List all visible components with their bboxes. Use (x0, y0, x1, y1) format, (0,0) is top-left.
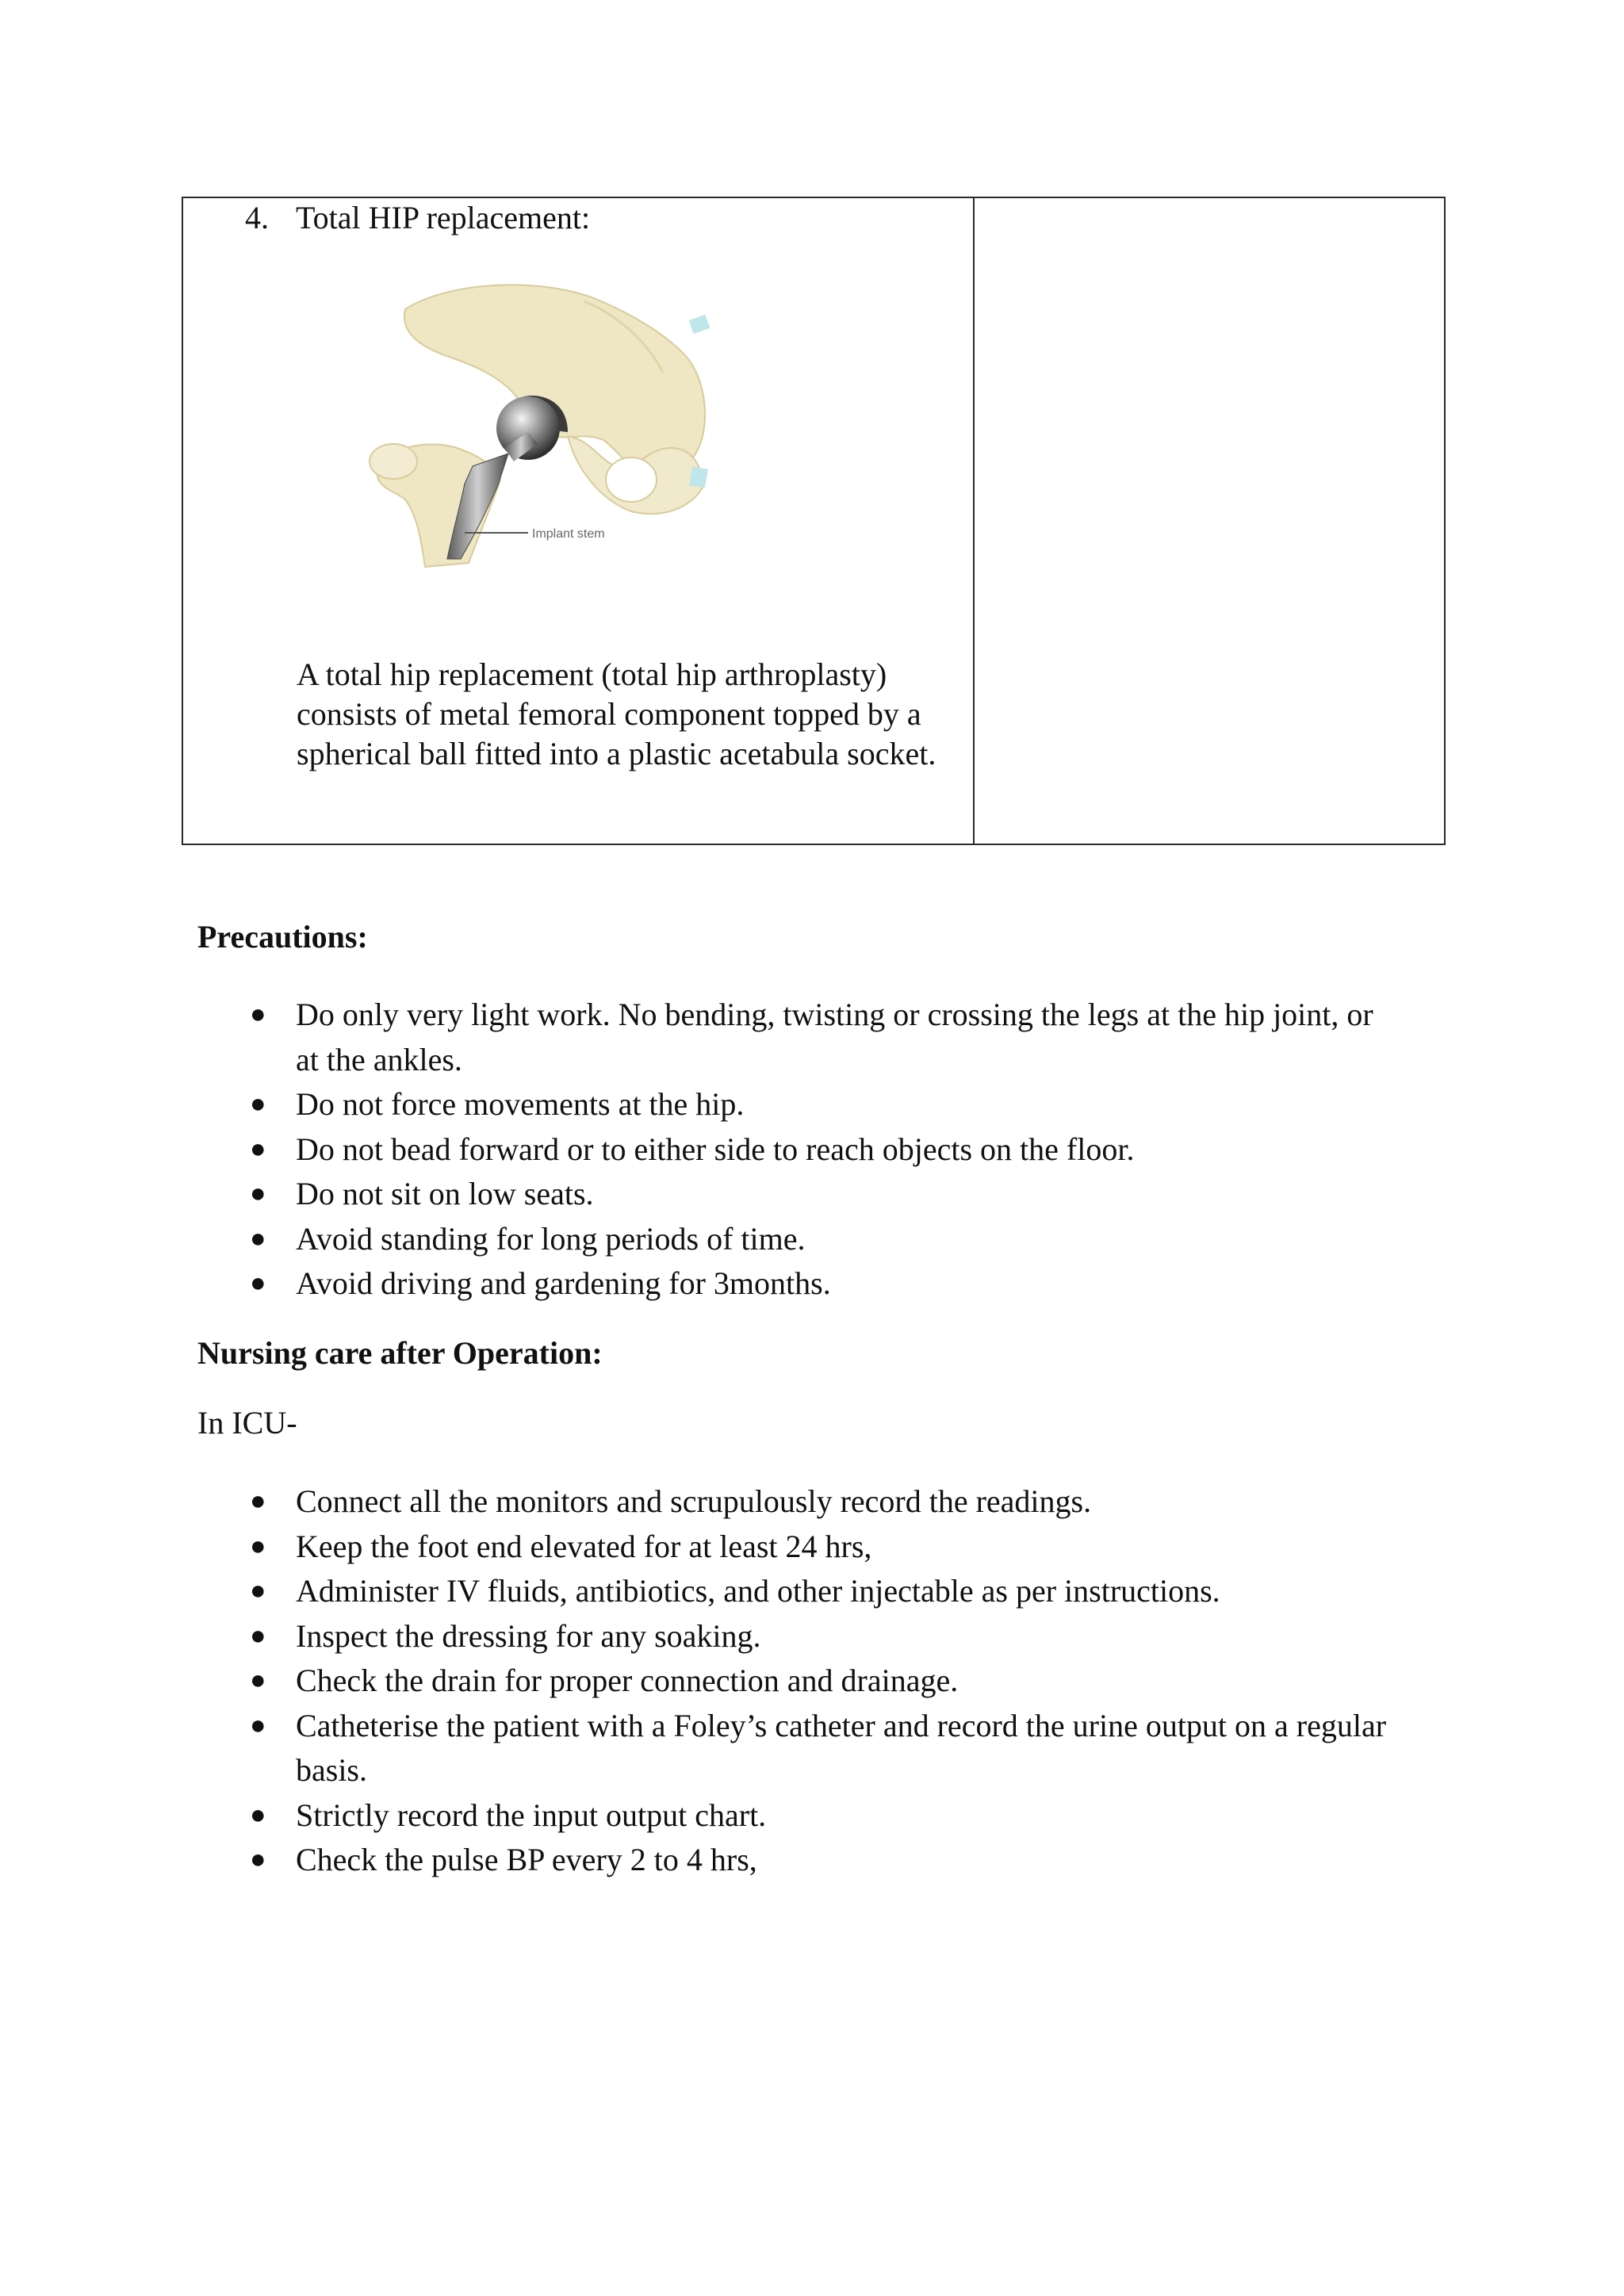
list-item: ● Catheterise the patient with a Foley’s catheter and record the urine output on a regular basis. (248, 1704, 1386, 1793)
table-cell-left (183, 198, 973, 844)
bullet-icon: ● (250, 1134, 266, 1164)
caption-line: A total hip replacement (total hip arthroplasty) (297, 656, 887, 692)
list-item: ● Strictly record the input output chart. (248, 1793, 1386, 1839)
list-item: ● Connect all the monitors and scrupulously record the readings. (248, 1479, 1386, 1525)
bullet-icon: ● (250, 1845, 266, 1874)
item-title: Total HIP replacement: (296, 200, 591, 235)
list-item: ● Do not bead forward or to either side to reach objects on the floor. (248, 1127, 1373, 1173)
bullet-icon: ● (250, 1089, 266, 1119)
bullet-icon: ● (250, 1269, 266, 1298)
bullet-icon: ● (250, 1710, 266, 1740)
bullet-icon: ● (250, 1621, 266, 1651)
nursing-list (248, 1479, 1386, 1883)
list-item: ● Avoid standing for long periods of time. (248, 1217, 1373, 1262)
bullet-icon: ● (250, 1576, 266, 1605)
item-heading (245, 198, 590, 238)
figure-caption (297, 655, 955, 774)
caption-line: spherical ball fitted into a plastic acetabula socket. (297, 736, 936, 771)
list-item: ● Administer IV fluids, antibiotics, and other injectable as per instructions. (248, 1569, 1386, 1614)
precautions-heading: Precautions: (197, 919, 368, 955)
nursing-heading: Nursing care after Operation: (197, 1335, 603, 1371)
list-item: ● Inspect the dressing for any soaking. (248, 1614, 1386, 1659)
bullet-icon: ● (250, 1531, 266, 1561)
nursing-subheading: In ICU- (197, 1405, 297, 1441)
list-item: ● Do not sit on low seats. (248, 1172, 1373, 1217)
precautions-list (248, 993, 1373, 1307)
table-cell-right (975, 198, 1444, 844)
bullet-icon: ● (250, 1179, 266, 1208)
list-item: ● Keep the foot end elevated for at least 24 hrs, (248, 1525, 1386, 1570)
list-item: ● Check the pulse BP every 2 to 4 hrs, (248, 1838, 1386, 1883)
list-item: ● Do not force movements at the hip. (248, 1082, 1373, 1127)
list-item: ● Do only very light work. No bending, twisting or crossing the legs at the hip joint, or at the ankles. (248, 993, 1373, 1082)
bullet-icon: ● (250, 1223, 266, 1253)
list-item: ● Check the drain for proper connection and drainage. (248, 1659, 1386, 1704)
item-number: 4. (245, 200, 269, 235)
hip-replacement-illustration (330, 277, 774, 571)
content-table (182, 197, 1446, 845)
bullet-icon: ● (250, 1487, 266, 1516)
bullet-icon: ● (250, 1000, 266, 1029)
figure-label-implant-stem: Implant stem (532, 527, 605, 541)
bullet-icon: ● (250, 1800, 266, 1830)
caption-line: consists of metal femoral component topped by a (297, 696, 921, 732)
bullet-icon: ● (250, 1666, 266, 1695)
list-item: ● Avoid driving and gardening for 3months. (248, 1261, 1373, 1307)
